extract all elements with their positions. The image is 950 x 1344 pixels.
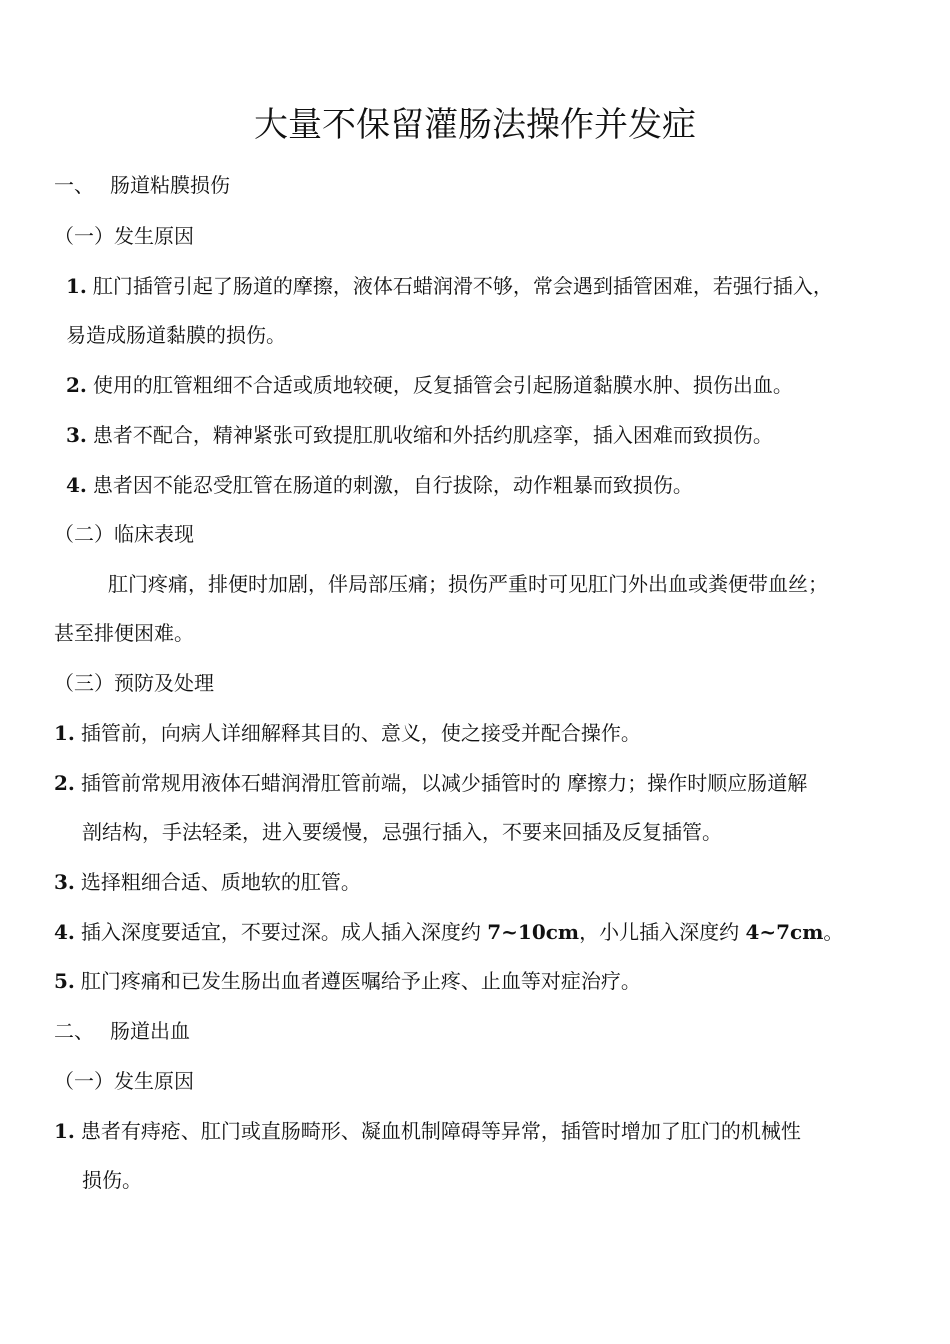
- item-text: 。: [823, 920, 844, 944]
- list-item: [54, 768, 807, 798]
- section-heading: [54, 1016, 190, 1046]
- item-number: 1.: [54, 721, 75, 745]
- item-text: ，小儿插入深度约: [579, 920, 746, 944]
- section-heading: [54, 170, 230, 200]
- section-number: 一、: [54, 173, 94, 197]
- item-number: 3.: [66, 423, 87, 447]
- item-number: 2.: [54, 771, 75, 795]
- item-number: 2.: [66, 373, 87, 397]
- list-item: [54, 867, 361, 897]
- item-text: 使用的肛管粗细不合适或质地较硬，反复插管会引起肠道黏膜水肿、损伤出血。: [92, 373, 793, 397]
- item-text-continuation: 易造成肠道黏膜的损伤。: [66, 323, 286, 347]
- list-item: [54, 966, 641, 996]
- item-number: 3.: [54, 870, 75, 894]
- item-number: 1.: [54, 1119, 75, 1143]
- item-text-continuation: 损伤。: [82, 1168, 142, 1192]
- subsection-heading: （二）临床表现: [54, 522, 194, 546]
- item-text: 肛门插管引起了肠道的摩擦，液体石蜡润滑不够，常会遇到插管困难，若强行插入，: [92, 274, 833, 298]
- item-value-adult: 7~10cm: [487, 920, 580, 944]
- list-item: [54, 718, 641, 748]
- list-item: [66, 470, 693, 500]
- item-text: 肛门疼痛和已发生肠出血者遵医嘱给予止疼、止血等对症治疗。: [80, 969, 641, 993]
- item-number: 5.: [54, 969, 75, 993]
- document-title: 大量不保留灌肠法操作并发症: [254, 105, 696, 145]
- list-item: [54, 1116, 801, 1146]
- list-item: [54, 917, 843, 947]
- item-number: 1.: [66, 274, 87, 298]
- item-text: 患者不配合，精神紧张可致提肛肌收缩和外括约肌痉挛，插入困难而致损伤。: [92, 423, 773, 447]
- item-text: 插入深度要适宜，不要过深。成人插入深度约: [80, 920, 488, 944]
- item-text: 插管前，向病人详细解释其目的、意义，使之接受并配合操作。: [80, 721, 641, 745]
- section-title: 肠道出血: [110, 1019, 190, 1043]
- list-item: [66, 420, 773, 450]
- item-number: 4.: [54, 920, 75, 944]
- item-text: 选择粗细合适、质地软的肛管。: [80, 870, 361, 894]
- subsection-heading: （一）发生原因: [54, 224, 194, 248]
- item-number: 4.: [66, 473, 87, 497]
- item-text: 插管前常规用液体石蜡润滑肛管前端，以减少插管时的 摩擦力；操作时顺应肠道解: [80, 771, 808, 795]
- paragraph-line: 甚至排便困难。: [54, 621, 194, 645]
- section-title: 肠道粘膜损伤: [110, 173, 230, 197]
- subsection-heading: （一）发生原因: [54, 1069, 194, 1093]
- item-text-continuation: 剖结构，手法轻柔，进入要缓慢，忌强行插入，不要来回插及反复插管。: [82, 820, 722, 844]
- list-item: [66, 271, 833, 301]
- item-text: 患者因不能忍受肛管在肠道的刺激，自行拔除，动作粗暴而致损伤。: [92, 473, 693, 497]
- section-number: 二、: [54, 1019, 94, 1043]
- list-item: [66, 370, 793, 400]
- item-text: 患者有痔疮、肛门或直肠畸形、凝血机制障碍等异常，插管时增加了肛门的机械性: [80, 1119, 801, 1143]
- paragraph-line: 肛门疼痛，排便时加剧，伴局部压痛；损伤严重时可见肛门外出血或粪便带血丝；: [108, 572, 828, 596]
- subsection-heading: （三）预防及处理: [54, 671, 214, 695]
- item-value-child: 4~7cm: [745, 920, 824, 944]
